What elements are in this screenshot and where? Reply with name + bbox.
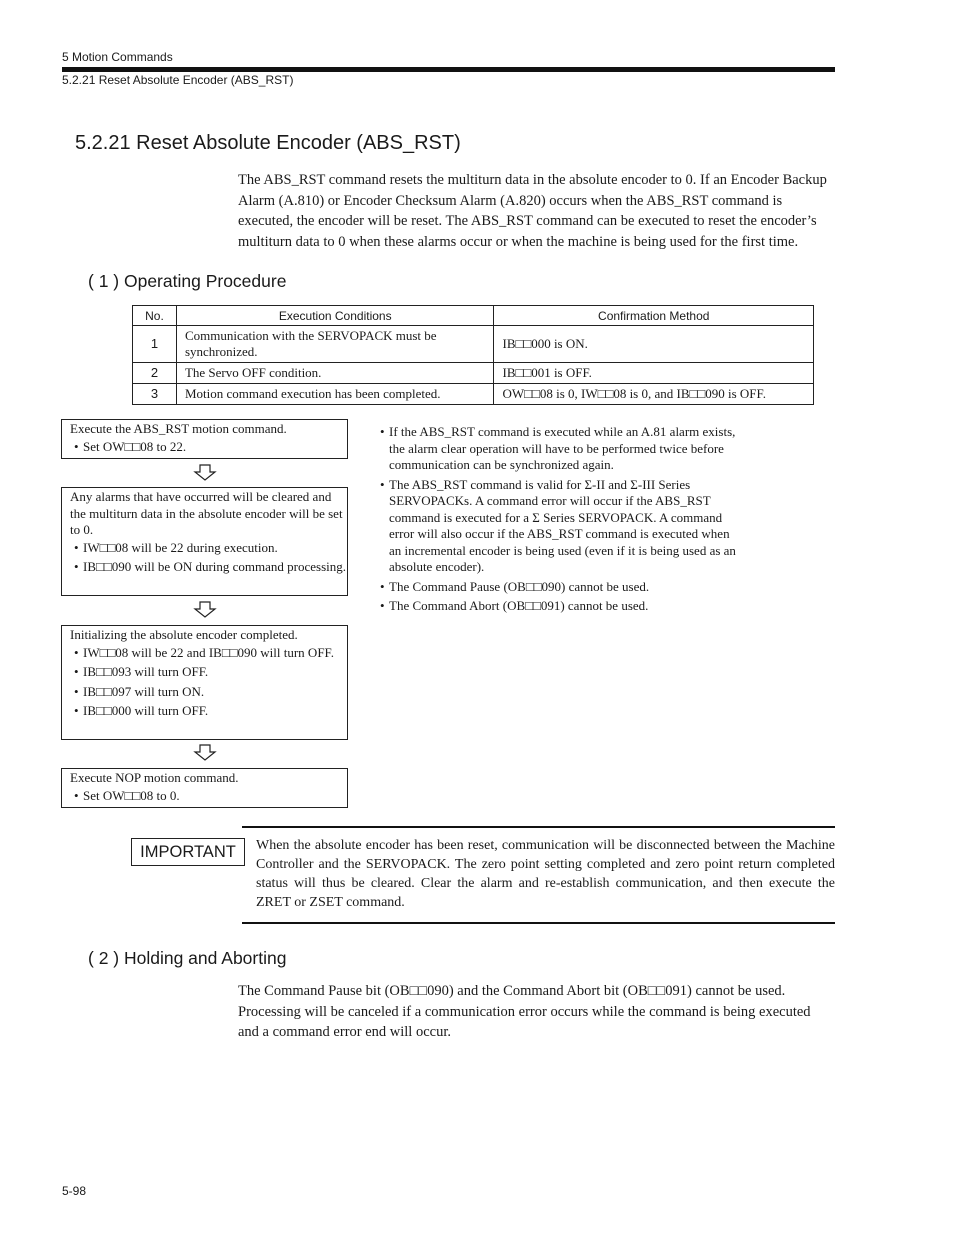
note-item: • The Command Abort (OB□□091) cannot be used.: [380, 598, 745, 615]
flow-step-bullet: • IW□□08 will be 22 during execution.: [70, 540, 347, 557]
flow-step-bullet: • IW□□08 will be 22 and IB□□090 will turn OFF.: [70, 645, 347, 662]
flow-step-execute-abs-rst: [61, 419, 348, 459]
procedure-notes: [380, 424, 745, 618]
table-header-no: No.: [133, 306, 177, 326]
running-header-section: 5.2.21 Reset Absolute Encoder (ABS_RST): [62, 73, 294, 87]
table-row: [133, 384, 814, 405]
table-cell-condition: The Servo OFF condition.: [176, 363, 494, 384]
note-item: • If the ABS_RST command is executed while an A.81 alarm exists, the alarm clear operation will have to be performed twice before communication can be synchronized again.: [380, 424, 745, 474]
subsection-operating-procedure: ( 1 ) Operating Procedure: [88, 271, 287, 291]
flow-step-bullet: • IB□□097 will turn ON.: [70, 684, 347, 701]
flow-arrow-down-icon: [193, 601, 217, 619]
table-row: [133, 326, 814, 363]
important-rule-bottom: [242, 922, 835, 924]
important-text: When the absolute encoder has been reset, communication will be disconnected between the Machine Controller and the SERVOPACK. The zero point setting completed and zero point return completed status will thus be cleared. Clear the alarm and re-establish communication, and then execute the ZRET or ZSET command.: [256, 838, 835, 910]
table-cell-condition: Motion command execution has been completed.: [176, 384, 494, 405]
flow-step-initializing-completed: [61, 625, 348, 740]
flow-step-text: Execute NOP motion command.: [70, 770, 239, 785]
flow-step-execute-nop: [61, 768, 348, 808]
flow-step-bullet: • IB□□093 will turn OFF.: [70, 664, 347, 681]
flow-step-bullet: • IB□□090 will be ON during command processing.: [70, 559, 347, 576]
flow-step-bullet: • Set OW□□08 to 0.: [70, 788, 347, 805]
flow-arrow-down-icon: [193, 464, 217, 482]
table-header-conditions: Execution Conditions: [176, 306, 494, 326]
subsection-holding-aborting: ( 2 ) Holding and Aborting: [88, 948, 287, 968]
table-cell-no: 1: [133, 326, 177, 363]
table-cell-method: IB□□000 is ON.: [494, 326, 814, 363]
flow-step-bullet: • IB□□000 will turn OFF.: [70, 703, 347, 720]
intro-paragraph: The ABS_RST command resets the multiturn data in the absolute encoder to 0. If an Encoder Backup Alarm (A.810) or Encoder Checksum Alarm (A.820) occurs when the ABS_RST command is executed, the encoder will be reset. The ABS_RST command can be executed to reset the encoder’s multiturn data to 0 when these alarms occur or when the machine is being used for the first time.: [238, 172, 827, 250]
note-item: • The Command Pause (OB□□090) cannot be used.: [380, 579, 745, 596]
flow-step-text: Any alarms that have occurred will be cleared and the multiturn data in the absolute encoder will be set to 0.: [70, 489, 343, 537]
flow-arrow-down-icon: [193, 744, 217, 762]
table-cell-method: IB□□001 is OFF.: [494, 363, 814, 384]
table-row: [133, 363, 814, 384]
running-header-chapter: 5 Motion Commands: [62, 50, 173, 64]
holding-paragraph: The Command Pause bit (OB□□090) and the Command Abort bit (OB□□091) cannot be used. Processing will be canceled if a communication error occurs while the command is being executed and a command error end will occur.: [238, 983, 811, 1040]
section-title: 5.2.21 Reset Absolute Encoder (ABS_RST): [75, 132, 461, 154]
table-header-method: Confirmation Method: [494, 306, 814, 326]
flow-step-alarms-cleared: [61, 487, 348, 596]
table-cell-method: OW□□08 is 0, IW□□08 is 0, and IB□□090 is OFF.: [494, 384, 814, 405]
table-cell-condition: Communication with the SERVOPACK must be synchronized.: [176, 326, 494, 363]
header-rule: [62, 67, 835, 72]
important-label: IMPORTANT: [131, 838, 245, 866]
table-header-row: [133, 306, 814, 326]
conditions-table: [132, 305, 814, 405]
flow-step-bullet: • Set OW□□08 to 22.: [70, 439, 347, 456]
important-rule-top: [242, 826, 835, 828]
note-item: • The ABS_RST command is valid for Σ-II and Σ-III Series SERVOPACKs. A command error will occur if the ABS_RST command is executed for a Σ Series SERVOPACK. A command error will also occur if the ABS_RST command is executed when an incremental encoder is being used (even if it is being used as an absolute encoder).: [380, 477, 745, 576]
flow-step-text: Initializing the absolute encoder completed.: [70, 627, 298, 642]
page-number: 5-98: [62, 1184, 87, 1198]
table-cell-no: 2: [133, 363, 177, 384]
flow-step-text: Execute the ABS_RST motion command.: [70, 421, 287, 436]
table-cell-no: 3: [133, 384, 177, 405]
